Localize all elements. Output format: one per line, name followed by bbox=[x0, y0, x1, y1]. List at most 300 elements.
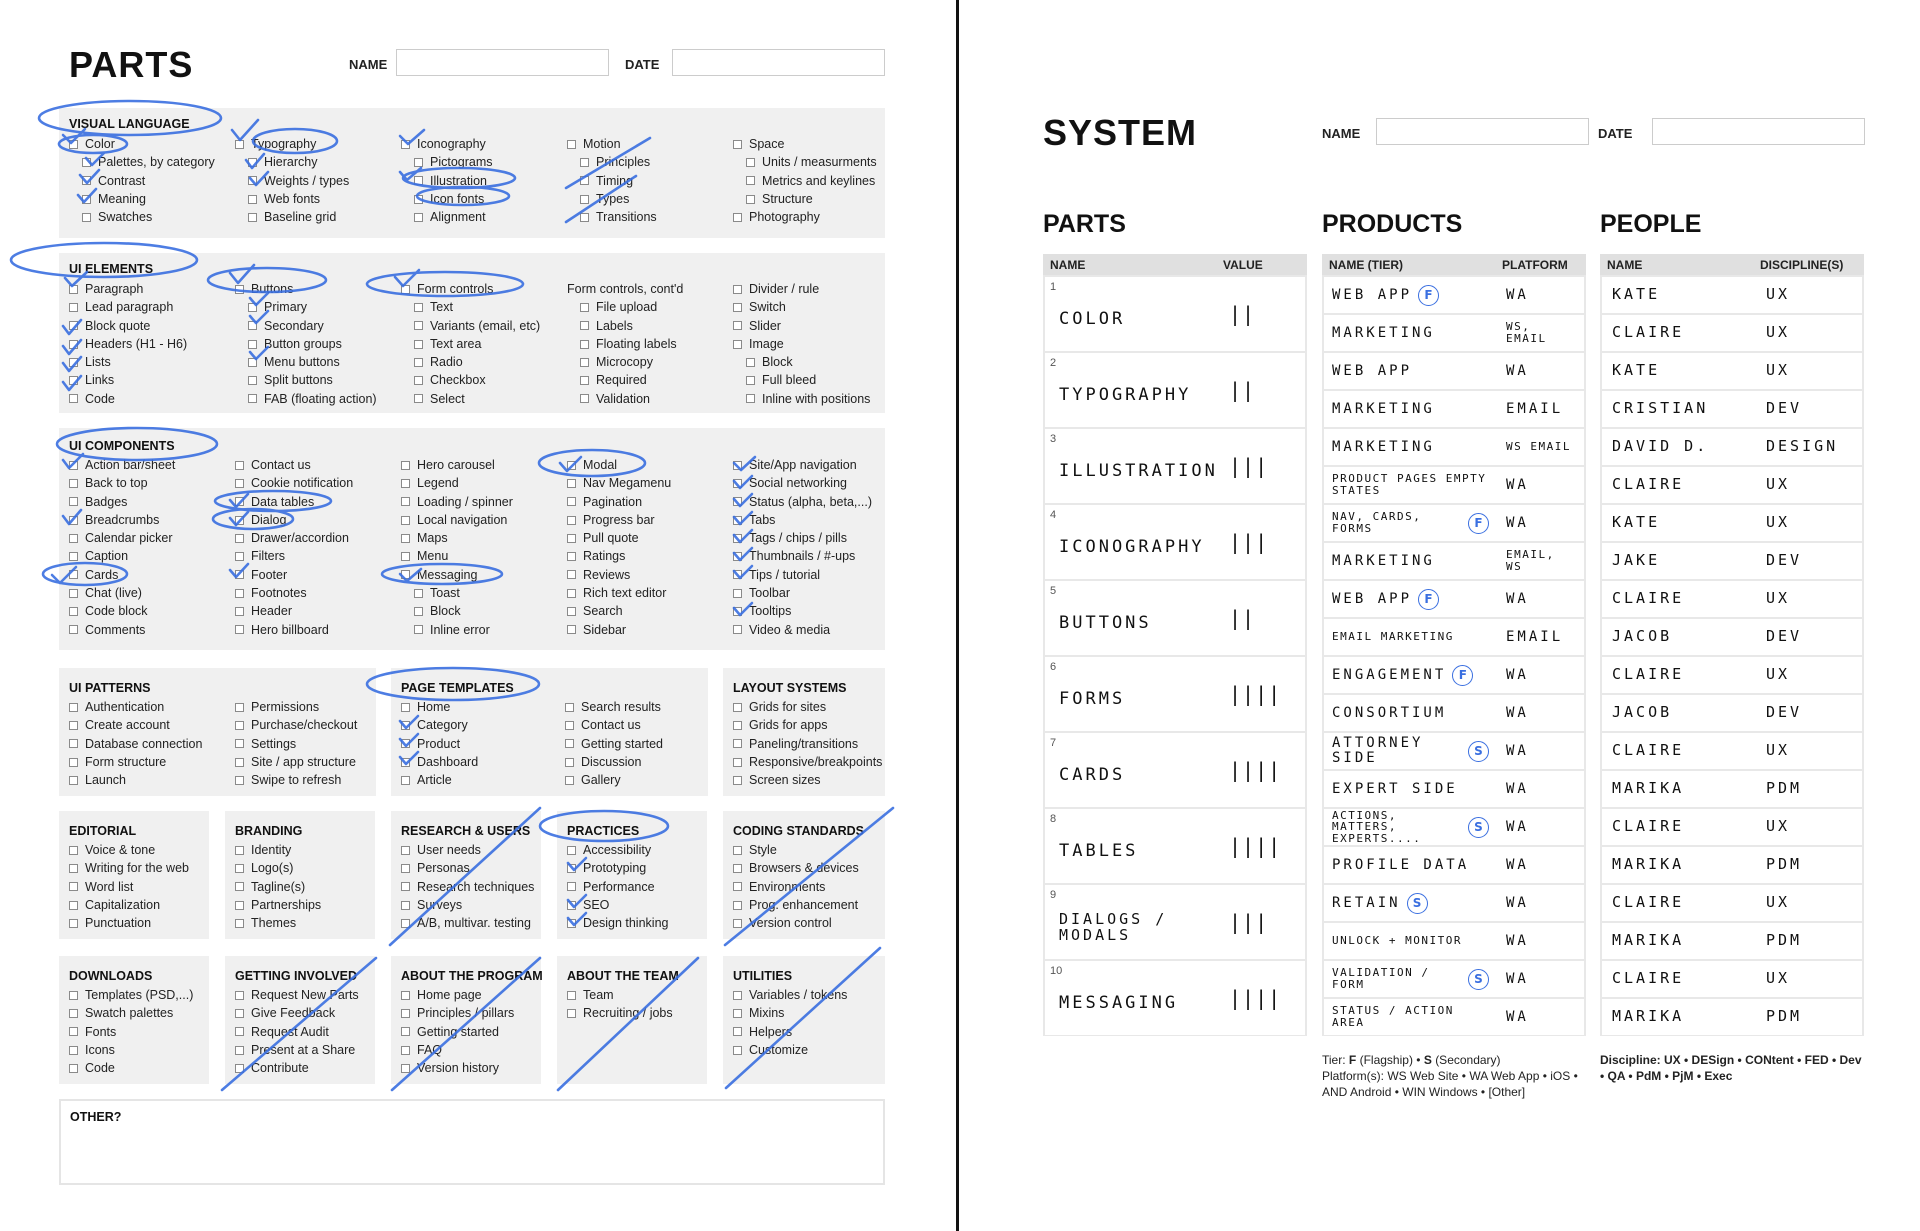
checklist-item[interactable]: Research techniques bbox=[401, 878, 534, 896]
checkbox[interactable] bbox=[69, 358, 78, 367]
checklist-item[interactable]: Capitalization bbox=[69, 896, 189, 914]
checkbox[interactable] bbox=[235, 864, 244, 873]
checkbox[interactable] bbox=[746, 358, 755, 367]
checklist-item[interactable]: Database connection bbox=[69, 735, 202, 753]
checkbox[interactable] bbox=[69, 1009, 78, 1018]
parts-row[interactable] bbox=[1045, 581, 1305, 655]
checkbox[interactable] bbox=[248, 376, 257, 385]
checkbox[interactable] bbox=[401, 846, 410, 855]
checklist-item[interactable]: Toolbar bbox=[733, 584, 872, 602]
checkbox[interactable] bbox=[401, 919, 410, 928]
checkbox[interactable] bbox=[733, 864, 742, 873]
checkbox[interactable] bbox=[567, 607, 576, 616]
parts-row[interactable] bbox=[1045, 429, 1305, 503]
checkbox[interactable] bbox=[733, 846, 742, 855]
person-row[interactable] bbox=[1602, 429, 1862, 465]
checklist-item[interactable]: Search bbox=[567, 602, 671, 620]
checkbox[interactable] bbox=[235, 625, 244, 634]
checkbox[interactable] bbox=[69, 739, 78, 748]
checkbox[interactable] bbox=[733, 516, 742, 525]
checklist-item[interactable]: Sidebar bbox=[567, 621, 671, 639]
checkbox[interactable] bbox=[733, 882, 742, 891]
checkbox[interactable] bbox=[69, 901, 78, 910]
checklist-item[interactable]: Code block bbox=[69, 602, 175, 620]
checkbox[interactable] bbox=[69, 340, 78, 349]
checklist-item[interactable]: Prog. enhancement bbox=[733, 896, 859, 914]
checkbox[interactable] bbox=[82, 176, 91, 185]
checklist-item[interactable]: Responsive/breakpoints bbox=[733, 753, 882, 771]
checkbox[interactable] bbox=[401, 1064, 410, 1073]
checklist-item[interactable]: Home bbox=[401, 698, 478, 716]
checkbox[interactable] bbox=[401, 991, 410, 1000]
checklist-item[interactable]: Action bar/sheet bbox=[69, 456, 175, 474]
checkbox[interactable] bbox=[235, 846, 244, 855]
checkbox[interactable] bbox=[69, 497, 78, 506]
person-row[interactable] bbox=[1602, 695, 1862, 731]
checklist-item[interactable]: Reviews bbox=[567, 566, 671, 584]
checklist-item[interactable]: Team bbox=[567, 986, 673, 1004]
checklist-item[interactable]: Rich text editor bbox=[567, 584, 671, 602]
checklist-item[interactable]: Data tables bbox=[235, 493, 353, 511]
checklist-item[interactable]: Contribute bbox=[235, 1059, 359, 1077]
checklist-item[interactable]: Baseline grid bbox=[235, 208, 349, 226]
checkbox[interactable] bbox=[82, 158, 91, 167]
checklist-item[interactable]: Inline with positions bbox=[733, 390, 870, 408]
checklist-item[interactable]: Hero billboard bbox=[235, 621, 353, 639]
checklist-item[interactable]: Word list bbox=[69, 878, 189, 896]
checkbox[interactable] bbox=[567, 882, 576, 891]
checklist-item[interactable]: Swipe to refresh bbox=[235, 771, 357, 789]
product-row[interactable] bbox=[1324, 543, 1584, 579]
checklist-item[interactable]: Authentication bbox=[69, 698, 202, 716]
checklist-item[interactable]: Writing for the web bbox=[69, 859, 189, 877]
checkbox[interactable] bbox=[733, 625, 742, 634]
checkbox[interactable] bbox=[69, 991, 78, 1000]
checklist-item[interactable]: Settings bbox=[235, 735, 357, 753]
checkbox[interactable] bbox=[401, 516, 410, 525]
checklist-item[interactable]: Tips / tutorial bbox=[733, 566, 872, 584]
checkbox[interactable] bbox=[401, 1027, 410, 1036]
checklist-item[interactable]: Breadcrumbs bbox=[69, 511, 175, 529]
person-row[interactable] bbox=[1602, 733, 1862, 769]
name-field[interactable] bbox=[1376, 118, 1589, 145]
product-row[interactable] bbox=[1324, 581, 1584, 617]
checklist-item[interactable]: Checkbox bbox=[401, 371, 540, 389]
product-row[interactable] bbox=[1324, 353, 1584, 389]
checklist-item[interactable]: Web fonts bbox=[235, 190, 349, 208]
checkbox[interactable] bbox=[414, 358, 423, 367]
checkbox[interactable] bbox=[414, 340, 423, 349]
person-row[interactable] bbox=[1602, 961, 1862, 997]
checkbox[interactable] bbox=[414, 589, 423, 598]
checkbox[interactable] bbox=[580, 376, 589, 385]
checklist-item[interactable]: Hero carousel bbox=[401, 456, 513, 474]
checkbox[interactable] bbox=[235, 1064, 244, 1073]
checklist-item[interactable]: Iconography bbox=[401, 135, 493, 153]
checklist-item[interactable]: Hierarchy bbox=[235, 153, 349, 171]
person-row[interactable] bbox=[1602, 657, 1862, 693]
checkbox[interactable] bbox=[69, 1027, 78, 1036]
checklist-item[interactable]: Helpers bbox=[733, 1023, 847, 1041]
checkbox[interactable] bbox=[235, 919, 244, 928]
checkbox[interactable] bbox=[235, 607, 244, 616]
checkbox[interactable] bbox=[69, 864, 78, 873]
checkbox[interactable] bbox=[401, 461, 410, 470]
checkbox[interactable] bbox=[733, 739, 742, 748]
checkbox[interactable] bbox=[69, 721, 78, 730]
checklist-item[interactable]: Swatch palettes bbox=[69, 1004, 193, 1022]
checkbox[interactable] bbox=[69, 846, 78, 855]
checklist-item[interactable]: Maps bbox=[401, 529, 513, 547]
checkbox[interactable] bbox=[746, 158, 755, 167]
checklist-item[interactable]: Mixins bbox=[733, 1004, 847, 1022]
checkbox[interactable] bbox=[69, 589, 78, 598]
checklist-item[interactable]: Thumbnails / #-ups bbox=[733, 547, 872, 565]
checkbox[interactable] bbox=[248, 321, 257, 330]
product-row[interactable] bbox=[1324, 467, 1584, 503]
checkbox[interactable] bbox=[567, 901, 576, 910]
checklist-item[interactable]: Loading / spinner bbox=[401, 493, 513, 511]
checkbox[interactable] bbox=[235, 991, 244, 1000]
product-row[interactable] bbox=[1324, 847, 1584, 883]
checkbox[interactable] bbox=[235, 461, 244, 470]
checklist-item[interactable]: Metrics and keylines bbox=[733, 172, 877, 190]
checkbox[interactable] bbox=[401, 534, 410, 543]
checkbox[interactable] bbox=[414, 213, 423, 222]
checklist-item[interactable]: Recruiting / jobs bbox=[567, 1004, 673, 1022]
checkbox[interactable] bbox=[565, 703, 574, 712]
checkbox[interactable] bbox=[733, 919, 742, 928]
checkbox[interactable] bbox=[733, 589, 742, 598]
checklist-item[interactable]: Full bleed bbox=[733, 371, 870, 389]
checklist-item[interactable]: Microcopy bbox=[567, 353, 683, 371]
checklist-item[interactable]: Calendar picker bbox=[69, 529, 175, 547]
checklist-item[interactable]: Alignment bbox=[401, 208, 493, 226]
checklist-item[interactable]: User needs bbox=[401, 841, 534, 859]
checkbox[interactable] bbox=[567, 991, 576, 1000]
checklist-item[interactable]: Pagination bbox=[567, 493, 671, 511]
checkbox[interactable] bbox=[235, 285, 244, 294]
checkbox[interactable] bbox=[565, 739, 574, 748]
checkbox[interactable] bbox=[580, 158, 589, 167]
checklist-item[interactable]: Discussion bbox=[565, 753, 663, 771]
parts-row[interactable] bbox=[1045, 809, 1305, 883]
checklist-item[interactable]: A/B, multivar. testing bbox=[401, 914, 534, 932]
checklist-item[interactable]: Pictograms bbox=[401, 153, 493, 171]
parts-row[interactable] bbox=[1045, 885, 1305, 959]
checklist-item[interactable]: Paneling/transitions bbox=[733, 735, 882, 753]
date-field[interactable] bbox=[672, 49, 885, 76]
checklist-item[interactable]: Caption bbox=[69, 547, 175, 565]
checklist-item[interactable]: Personas bbox=[401, 859, 534, 877]
checklist-item[interactable]: Request New Parts bbox=[235, 986, 359, 1004]
person-row[interactable] bbox=[1602, 847, 1862, 883]
checklist-item[interactable]: Contrast bbox=[69, 172, 215, 190]
checkbox[interactable] bbox=[733, 461, 742, 470]
person-row[interactable] bbox=[1602, 771, 1862, 807]
checkbox[interactable] bbox=[580, 394, 589, 403]
checkbox[interactable] bbox=[733, 776, 742, 785]
checklist-item[interactable]: Timing bbox=[567, 172, 657, 190]
checklist-item[interactable]: Menu bbox=[401, 547, 513, 565]
checklist-item[interactable]: Paragraph bbox=[69, 280, 187, 298]
checkbox[interactable] bbox=[746, 376, 755, 385]
person-row[interactable] bbox=[1602, 505, 1862, 541]
checkbox[interactable] bbox=[414, 625, 423, 634]
checklist-item[interactable]: Footer bbox=[235, 566, 353, 584]
checklist-item[interactable]: Divider / rule bbox=[733, 280, 870, 298]
person-row[interactable] bbox=[1602, 809, 1862, 845]
checkbox[interactable] bbox=[248, 213, 257, 222]
checkbox[interactable] bbox=[567, 570, 576, 579]
checkbox[interactable] bbox=[248, 358, 257, 367]
checkbox[interactable] bbox=[567, 1009, 576, 1018]
checkbox[interactable] bbox=[401, 901, 410, 910]
person-row[interactable] bbox=[1602, 353, 1862, 389]
checkbox[interactable] bbox=[401, 864, 410, 873]
checklist-item[interactable]: Dialog bbox=[235, 511, 353, 529]
checklist-item[interactable]: Icon fonts bbox=[401, 190, 493, 208]
name-field[interactable] bbox=[396, 49, 609, 76]
parts-row[interactable] bbox=[1045, 353, 1305, 427]
product-row[interactable] bbox=[1324, 695, 1584, 731]
checkbox[interactable] bbox=[235, 552, 244, 561]
checklist-item[interactable]: Cards bbox=[69, 566, 175, 584]
checkbox[interactable] bbox=[235, 479, 244, 488]
checklist-item[interactable]: Getting started bbox=[401, 1023, 514, 1041]
checklist-item[interactable]: Required bbox=[567, 371, 683, 389]
checklist-item[interactable]: Icons bbox=[69, 1041, 193, 1059]
person-row[interactable] bbox=[1602, 277, 1862, 313]
checklist-item[interactable]: Purchase/checkout bbox=[235, 716, 357, 734]
checkbox[interactable] bbox=[69, 479, 78, 488]
checklist-item[interactable]: Templates (PSD,...) bbox=[69, 986, 193, 1004]
checklist-item[interactable]: Version control bbox=[733, 914, 859, 932]
checklist-item[interactable]: FAB (floating action) bbox=[235, 390, 377, 408]
checkbox[interactable] bbox=[235, 1009, 244, 1018]
checklist-item[interactable]: Modal bbox=[567, 456, 671, 474]
checklist-item[interactable]: Slider bbox=[733, 317, 870, 335]
checklist-item[interactable]: Themes bbox=[235, 914, 321, 932]
checklist-item[interactable]: Social networking bbox=[733, 474, 872, 492]
product-row[interactable] bbox=[1324, 999, 1584, 1035]
checkbox[interactable] bbox=[733, 213, 742, 222]
checklist-item[interactable]: Status (alpha, beta,...) bbox=[733, 493, 872, 511]
other-notes-field[interactable] bbox=[59, 1099, 885, 1185]
checklist-item[interactable]: Permissions bbox=[235, 698, 357, 716]
product-row[interactable] bbox=[1324, 315, 1584, 351]
checklist-item[interactable]: Grids for sites bbox=[733, 698, 882, 716]
checkbox[interactable] bbox=[565, 721, 574, 730]
checkbox[interactable] bbox=[733, 570, 742, 579]
checkbox[interactable] bbox=[69, 570, 78, 579]
checkbox[interactable] bbox=[401, 497, 410, 506]
checklist-item[interactable]: Punctuation bbox=[69, 914, 189, 932]
checklist-item[interactable]: Code bbox=[69, 1059, 193, 1077]
checkbox[interactable] bbox=[733, 340, 742, 349]
parts-row[interactable] bbox=[1045, 277, 1305, 351]
checkbox[interactable] bbox=[414, 195, 423, 204]
checkbox[interactable] bbox=[733, 758, 742, 767]
checklist-item[interactable]: Secondary bbox=[235, 317, 377, 335]
checkbox[interactable] bbox=[401, 552, 410, 561]
checkbox[interactable] bbox=[567, 516, 576, 525]
checkbox[interactable] bbox=[567, 534, 576, 543]
checkbox[interactable] bbox=[235, 1027, 244, 1036]
checkbox[interactable] bbox=[235, 1046, 244, 1055]
checklist-item[interactable]: Units / measurments bbox=[733, 153, 877, 171]
checklist-item[interactable]: Inline error bbox=[401, 621, 513, 639]
checklist-item[interactable]: Partnerships bbox=[235, 896, 321, 914]
checklist-item[interactable]: Screen sizes bbox=[733, 771, 882, 789]
checkbox[interactable] bbox=[565, 758, 574, 767]
checklist-item[interactable]: Pull quote bbox=[567, 529, 671, 547]
checklist-item[interactable]: Form controls bbox=[401, 280, 540, 298]
checkbox[interactable] bbox=[248, 176, 257, 185]
checklist-item[interactable]: Home page bbox=[401, 986, 514, 1004]
checkbox[interactable] bbox=[69, 776, 78, 785]
checkbox[interactable] bbox=[401, 140, 410, 149]
checkbox[interactable] bbox=[414, 158, 423, 167]
checklist-item[interactable]: Image bbox=[733, 335, 870, 353]
checklist-item[interactable]: Photography bbox=[733, 208, 877, 226]
checkbox[interactable] bbox=[733, 721, 742, 730]
checkbox[interactable] bbox=[746, 394, 755, 403]
checkbox[interactable] bbox=[567, 461, 576, 470]
checklist-item[interactable]: Legend bbox=[401, 474, 513, 492]
checkbox[interactable] bbox=[414, 607, 423, 616]
checklist-item[interactable]: Switch bbox=[733, 298, 870, 316]
checkbox[interactable] bbox=[235, 516, 244, 525]
checklist-item[interactable]: Back to top bbox=[69, 474, 175, 492]
checkbox[interactable] bbox=[401, 1046, 410, 1055]
checklist-item[interactable]: Buttons bbox=[235, 280, 377, 298]
checklist-item[interactable]: Site / app structure bbox=[235, 753, 357, 771]
checkbox[interactable] bbox=[401, 739, 410, 748]
checkbox[interactable] bbox=[401, 721, 410, 730]
checkbox[interactable] bbox=[733, 534, 742, 543]
checklist-item[interactable]: Button groups bbox=[235, 335, 377, 353]
parts-row[interactable] bbox=[1045, 657, 1305, 731]
checklist-item[interactable]: Ratings bbox=[567, 547, 671, 565]
person-row[interactable] bbox=[1602, 391, 1862, 427]
product-row[interactable] bbox=[1324, 809, 1584, 845]
checkbox[interactable] bbox=[401, 285, 410, 294]
product-row[interactable] bbox=[1324, 771, 1584, 807]
checkbox[interactable] bbox=[69, 703, 78, 712]
checklist-item[interactable]: Environments bbox=[733, 878, 859, 896]
checklist-item[interactable]: Cookie notification bbox=[235, 474, 353, 492]
checklist-item[interactable]: Video & media bbox=[733, 621, 872, 639]
checkbox[interactable] bbox=[733, 140, 742, 149]
checklist-item[interactable]: Category bbox=[401, 716, 478, 734]
checkbox[interactable] bbox=[235, 497, 244, 506]
checkbox[interactable] bbox=[733, 607, 742, 616]
checklist-item[interactable]: Create account bbox=[69, 716, 202, 734]
checkbox[interactable] bbox=[69, 552, 78, 561]
checklist-item[interactable]: Filters bbox=[235, 547, 353, 565]
product-row[interactable] bbox=[1324, 429, 1584, 465]
checklist-item[interactable]: Version history bbox=[401, 1059, 514, 1077]
checkbox[interactable] bbox=[69, 1064, 78, 1073]
date-field[interactable] bbox=[1652, 118, 1865, 145]
checkbox[interactable] bbox=[401, 1009, 410, 1018]
checklist-item[interactable]: Logo(s) bbox=[235, 859, 321, 877]
checklist-item[interactable]: Types bbox=[567, 190, 657, 208]
checklist-item[interactable]: Identity bbox=[235, 841, 321, 859]
checkbox[interactable] bbox=[69, 758, 78, 767]
checkbox[interactable] bbox=[69, 461, 78, 470]
checkbox[interactable] bbox=[69, 607, 78, 616]
checklist-item[interactable]: Menu buttons bbox=[235, 353, 377, 371]
checklist-item[interactable]: Fonts bbox=[69, 1023, 193, 1041]
checkbox[interactable] bbox=[82, 195, 91, 204]
checkbox[interactable] bbox=[580, 213, 589, 222]
checklist-item[interactable]: Floating labels bbox=[567, 335, 683, 353]
product-row[interactable] bbox=[1324, 961, 1584, 997]
product-row[interactable] bbox=[1324, 923, 1584, 959]
checkbox[interactable] bbox=[401, 882, 410, 891]
checkbox[interactable] bbox=[235, 721, 244, 730]
checkbox[interactable] bbox=[235, 570, 244, 579]
checkbox[interactable] bbox=[580, 303, 589, 312]
checkbox[interactable] bbox=[248, 158, 257, 167]
checklist-item[interactable]: Design thinking bbox=[567, 914, 668, 932]
checklist-item[interactable]: Site/App navigation bbox=[733, 456, 872, 474]
checklist-item[interactable]: Chat (live) bbox=[69, 584, 175, 602]
checklist-item[interactable]: Swatches bbox=[69, 208, 215, 226]
checklist-item[interactable]: Header bbox=[235, 602, 353, 620]
checklist-item[interactable]: Progress bar bbox=[567, 511, 671, 529]
checklist-item[interactable]: Product bbox=[401, 735, 478, 753]
checklist-item[interactable]: Palettes, by category bbox=[69, 153, 215, 171]
checkbox[interactable] bbox=[733, 1027, 742, 1036]
checkbox[interactable] bbox=[235, 140, 244, 149]
checklist-item[interactable]: Tagline(s) bbox=[235, 878, 321, 896]
product-row[interactable] bbox=[1324, 733, 1584, 769]
product-row[interactable] bbox=[1324, 505, 1584, 541]
checklist-item[interactable]: Comments bbox=[69, 621, 175, 639]
checklist-item[interactable]: Voice & tone bbox=[69, 841, 189, 859]
checkbox[interactable] bbox=[235, 703, 244, 712]
checklist-item[interactable]: Launch bbox=[69, 771, 202, 789]
checklist-item[interactable]: Grids for apps bbox=[733, 716, 882, 734]
checklist-item[interactable]: Prototyping bbox=[567, 859, 668, 877]
checkbox[interactable] bbox=[414, 321, 423, 330]
checkbox[interactable] bbox=[567, 846, 576, 855]
checkbox[interactable] bbox=[733, 1009, 742, 1018]
checkbox[interactable] bbox=[580, 358, 589, 367]
checkbox[interactable] bbox=[401, 758, 410, 767]
checklist-item[interactable]: SEO bbox=[567, 896, 668, 914]
person-row[interactable] bbox=[1602, 999, 1862, 1035]
checkbox[interactable] bbox=[733, 497, 742, 506]
checklist-item[interactable]: Block quote bbox=[69, 317, 187, 335]
checkbox[interactable] bbox=[235, 776, 244, 785]
checklist-item[interactable]: Meaning bbox=[69, 190, 215, 208]
checkbox[interactable] bbox=[69, 625, 78, 634]
checkbox[interactable] bbox=[235, 882, 244, 891]
checklist-item[interactable]: Badges bbox=[69, 493, 175, 511]
checkbox[interactable] bbox=[733, 321, 742, 330]
product-row[interactable] bbox=[1324, 619, 1584, 655]
checkbox[interactable] bbox=[580, 340, 589, 349]
checkbox[interactable] bbox=[69, 882, 78, 891]
checklist-item[interactable]: Article bbox=[401, 771, 478, 789]
checkbox[interactable] bbox=[69, 285, 78, 294]
checkbox[interactable] bbox=[69, 376, 78, 385]
person-row[interactable] bbox=[1602, 581, 1862, 617]
